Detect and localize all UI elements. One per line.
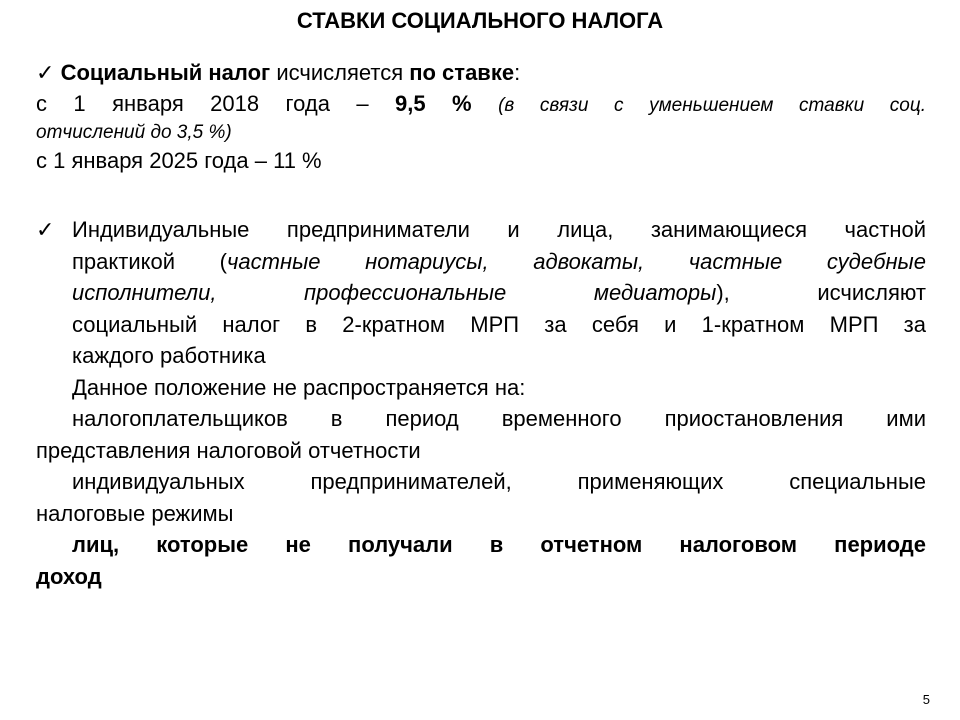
exception-1-line-2: представления налоговой отчетности <box>36 437 421 463</box>
rate-section <box>36 57 926 176</box>
rate-2018-note: (в связи с уменьшением ставки соц. <box>498 95 926 116</box>
exception-2-line-2: налоговые режимы <box>36 500 234 526</box>
rate-2018-prefix: с 1 января 2018 года – <box>36 91 396 116</box>
entrepreneurs-line-2 <box>36 246 926 278</box>
entrepreneurs-text-2a: практикой ( <box>72 248 228 274</box>
calculated-text: исчисляется <box>270 60 410 85</box>
entrepreneurs-line-5: каждого работника <box>72 343 266 368</box>
checkmark-icon: ✓ <box>36 217 55 242</box>
page-number: 5 <box>922 692 930 707</box>
exception-3-line-1: лиц, которые не получали в отчетном налоговом периоде <box>72 532 926 557</box>
tax-name: Социальный налог <box>60 60 271 85</box>
entrepreneurs-line-4: социальный налог в 2-кратном МРП за себя и 1-кратном МРП за <box>72 311 926 337</box>
rate-2018-line <box>36 88 926 121</box>
entrepreneurs-line-3 <box>36 277 926 309</box>
entrepreneurs-text-3a: исполнители, профессиональные медиаторы <box>72 280 717 305</box>
checkmark-icon: ✓ <box>36 60 55 85</box>
exception-2-line-1: индивидуальных предпринимателей, применяющих специальные <box>72 469 926 494</box>
rate-2025-line: с 1 января 2025 года – 11 % <box>36 148 322 173</box>
entrepreneurs-section <box>36 214 926 592</box>
entrepreneurs-line-1 <box>36 214 926 246</box>
exception-1-line-1: налогоплательщиков в период временного приостановления ими <box>72 406 926 431</box>
rate-2018-note-cont: отчислений до 3,5 %) <box>36 122 232 143</box>
entrepreneurs-text-3b: ), исчисляют <box>716 280 926 305</box>
entrepreneurs-text-1: Индивидуальные предприниматели и лица, занимающиеся частной <box>72 217 926 242</box>
rate-intro <box>36 57 926 88</box>
exception-3-line-2: доход <box>36 563 102 589</box>
entrepreneurs-text-2b: частные нотариусы, адвокаты, частные судебные <box>227 248 926 274</box>
rate-2018-value: 9,5 % <box>395 91 472 116</box>
colon: : <box>514 60 521 85</box>
by-rate-text: по ставке <box>409 60 515 85</box>
exceptions-intro: Данное положение не распространяется на: <box>72 374 526 400</box>
slide-title: СТАВКИ СОЦИАЛЬНОГО НАЛОГА <box>296 8 664 33</box>
